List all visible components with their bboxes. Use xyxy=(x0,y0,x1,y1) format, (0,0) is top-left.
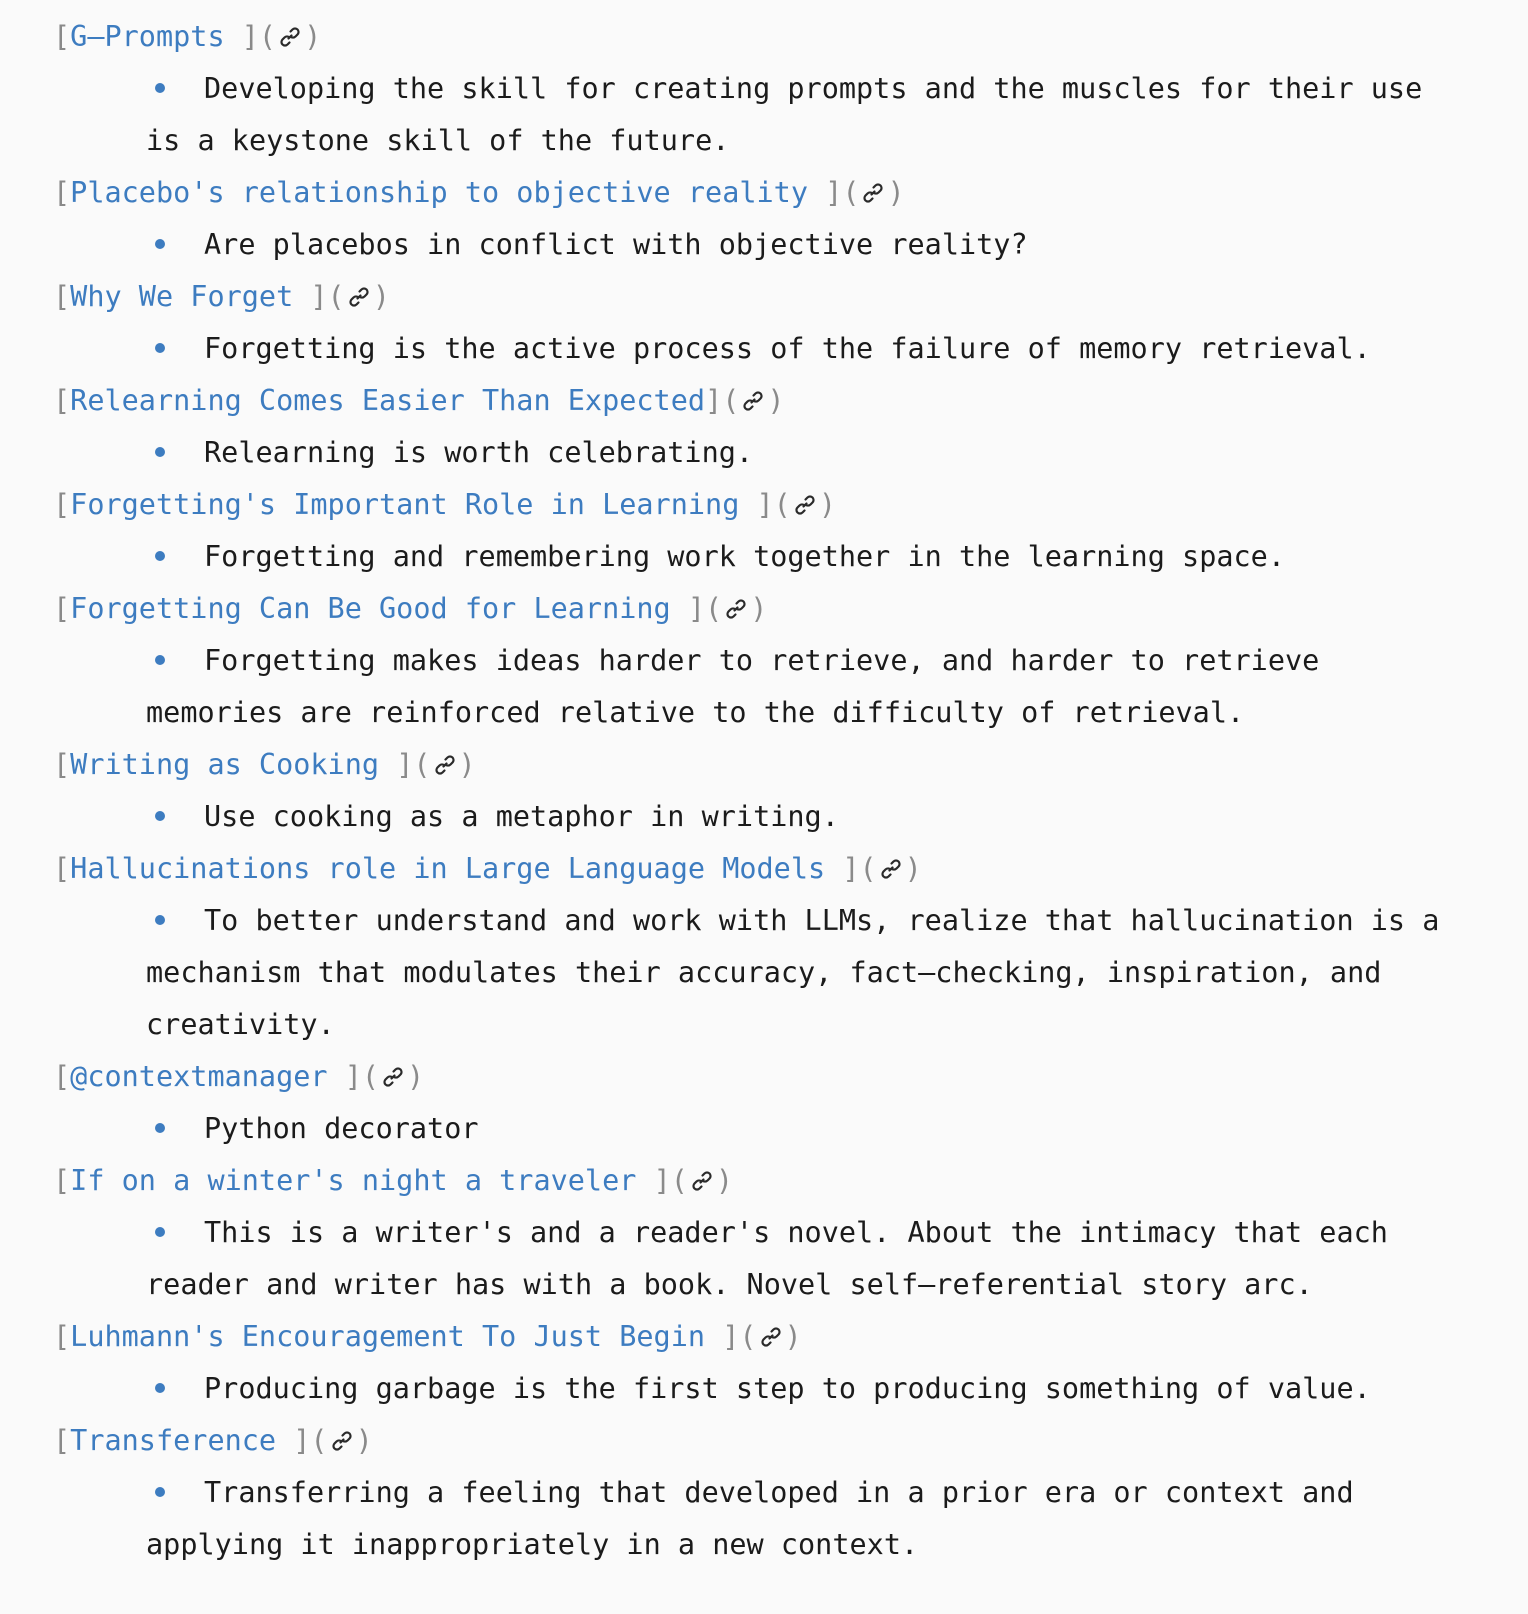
open-bracket: [ xyxy=(53,592,71,625)
note-description-item xyxy=(146,791,1528,843)
link-icon[interactable] xyxy=(347,285,371,309)
note-link-title[interactable]: Luhmann's Encouragement To Just Begin xyxy=(70,1320,723,1353)
close-paren: ) xyxy=(750,592,768,625)
link-syntax-separator: ]( xyxy=(756,488,791,521)
link-icon[interactable] xyxy=(381,1065,405,1089)
note-link-title[interactable]: If on a winter's night a traveler xyxy=(70,1164,654,1197)
open-bracket: [ xyxy=(53,1320,71,1353)
open-bracket: [ xyxy=(53,176,71,209)
close-paren: ) xyxy=(887,176,905,209)
note-description-item xyxy=(146,323,1528,375)
link-icon[interactable] xyxy=(861,181,885,205)
note-link-line xyxy=(0,11,1528,63)
note-link-line xyxy=(0,1311,1528,1363)
note-description-text: This is a writer's and a reader's novel. About the intimacy that each reader and writer has with a book. Novel self–referential story arc. xyxy=(146,1216,1388,1301)
note-link-line xyxy=(0,479,1528,531)
open-bracket: [ xyxy=(53,280,71,313)
note-description-item xyxy=(146,531,1528,583)
note-description-text: Are placebos in conflict with objective reality? xyxy=(204,228,1028,261)
bullet-icon xyxy=(155,83,165,93)
bullet-icon xyxy=(155,343,165,353)
bullet-icon xyxy=(155,1487,165,1497)
note-description-item xyxy=(146,219,1528,271)
link-icon[interactable] xyxy=(330,1429,354,1453)
bullet-icon xyxy=(155,1123,165,1133)
link-syntax-separator: ]( xyxy=(722,1320,757,1353)
note-link-title[interactable]: G–Prompts xyxy=(70,20,242,53)
open-bracket: [ xyxy=(53,20,71,53)
note-description-text: Forgetting makes ideas harder to retrieve, and harder to retrieve memories are reinforced relative to the difficulty of retrieval. xyxy=(146,644,1320,729)
bullet-icon xyxy=(155,1383,165,1393)
link-syntax-separator: ]( xyxy=(825,176,860,209)
note-description-item xyxy=(146,635,1528,739)
close-paren: ) xyxy=(784,1320,802,1353)
note-description-item xyxy=(146,63,1528,167)
bullet-icon xyxy=(155,1227,165,1237)
note-description-text: Forgetting and remembering work together in the learning space. xyxy=(204,540,1285,573)
open-bracket: [ xyxy=(53,852,71,885)
note-description-item xyxy=(146,1363,1528,1415)
note-link-line xyxy=(0,843,1528,895)
open-bracket: [ xyxy=(53,1424,71,1457)
note-description-text: Developing the skill for creating prompts and the muscles for their use is a keystone skill of the future. xyxy=(146,72,1423,157)
open-bracket: [ xyxy=(53,748,71,781)
note-link-line xyxy=(0,583,1528,635)
note-description-text: Python decorator xyxy=(204,1112,479,1145)
link-icon[interactable] xyxy=(690,1169,714,1193)
close-paren: ) xyxy=(304,20,322,53)
note-description-item xyxy=(146,1103,1528,1155)
link-icon[interactable] xyxy=(759,1325,783,1349)
link-syntax-separator: ]( xyxy=(653,1164,688,1197)
close-paren: ) xyxy=(904,852,922,885)
note-description-item xyxy=(146,1467,1528,1571)
note-link-line xyxy=(0,739,1528,791)
link-syntax-separator: ]( xyxy=(344,1060,380,1093)
bullet-icon xyxy=(155,551,165,561)
link-icon[interactable] xyxy=(793,493,817,517)
note-link-line xyxy=(0,1155,1528,1207)
bullet-icon xyxy=(155,447,165,457)
link-icon[interactable] xyxy=(433,753,457,777)
link-syntax-separator: ]( xyxy=(241,20,277,53)
note-description-item xyxy=(146,895,1528,1051)
note-link-title[interactable]: Hallucinations role in Large Language Models xyxy=(70,852,843,885)
note-link-line xyxy=(0,1415,1528,1467)
link-icon[interactable] xyxy=(724,597,748,621)
note-link-line xyxy=(0,375,1528,427)
note-link-title[interactable]: @contextmanager xyxy=(70,1060,345,1093)
close-paren: ) xyxy=(458,748,476,781)
note-link-title[interactable]: Why We Forget xyxy=(70,280,311,313)
open-bracket: [ xyxy=(53,488,71,521)
note-description-text: Use cooking as a metaphor in writing. xyxy=(204,800,839,833)
close-paren: ) xyxy=(818,488,837,521)
link-syntax-separator: ]( xyxy=(687,592,723,625)
note-link-title[interactable]: Placebo's relationship to objective reality xyxy=(70,176,826,209)
note-link-title[interactable]: Forgetting Can Be Good for Learning xyxy=(70,592,688,625)
close-paren: ) xyxy=(372,280,390,313)
note-link-title[interactable]: Transference xyxy=(70,1424,294,1457)
note-description-text: Producing garbage is the first step to producing something of value. xyxy=(204,1372,1371,1405)
link-icon[interactable] xyxy=(278,25,302,49)
note-description-text: Relearning is worth celebrating. xyxy=(204,436,754,469)
close-paren: ) xyxy=(407,1060,425,1093)
bullet-icon xyxy=(155,811,165,821)
link-icon[interactable] xyxy=(741,389,765,413)
note-link-line xyxy=(0,1051,1528,1103)
note-link-title[interactable]: Forgetting's Important Role in Learning xyxy=(70,488,757,521)
close-paren: ) xyxy=(767,384,785,417)
note-link-title[interactable]: Relearning Comes Easier Than Expected xyxy=(70,384,706,417)
link-syntax-separator: ]( xyxy=(705,384,740,417)
close-paren: ) xyxy=(355,1424,373,1457)
note-description-text: To better understand and work with LLMs, realize that hallucination is a mechanism that modulates their accuracy, fact–checking, inspiration, and creativity. xyxy=(146,904,1440,1041)
note-link-title[interactable]: Writing as Cooking xyxy=(70,748,397,781)
note-link-line xyxy=(0,167,1528,219)
link-syntax-separator: ]( xyxy=(310,280,345,313)
open-bracket: [ xyxy=(53,384,71,417)
note-description-text: Forgetting is the active process of the failure of memory retrieval. xyxy=(204,332,1371,365)
link-syntax-separator: ]( xyxy=(842,852,877,885)
note-description-text: Transferring a feeling that developed in a prior era or context and applying it inappropriately in a new context. xyxy=(146,1476,1354,1561)
close-paren: ) xyxy=(715,1164,734,1197)
note-description-item xyxy=(146,1207,1528,1311)
bullet-icon xyxy=(155,655,165,665)
link-icon[interactable] xyxy=(879,857,903,881)
bullet-icon xyxy=(155,239,165,249)
open-bracket: [ xyxy=(53,1164,71,1197)
link-syntax-separator: ]( xyxy=(293,1424,328,1457)
bullet-icon xyxy=(155,915,165,925)
note-description-item xyxy=(146,427,1528,479)
note-link-line xyxy=(0,271,1528,323)
link-syntax-separator: ]( xyxy=(396,748,431,781)
open-bracket: [ xyxy=(53,1060,71,1093)
